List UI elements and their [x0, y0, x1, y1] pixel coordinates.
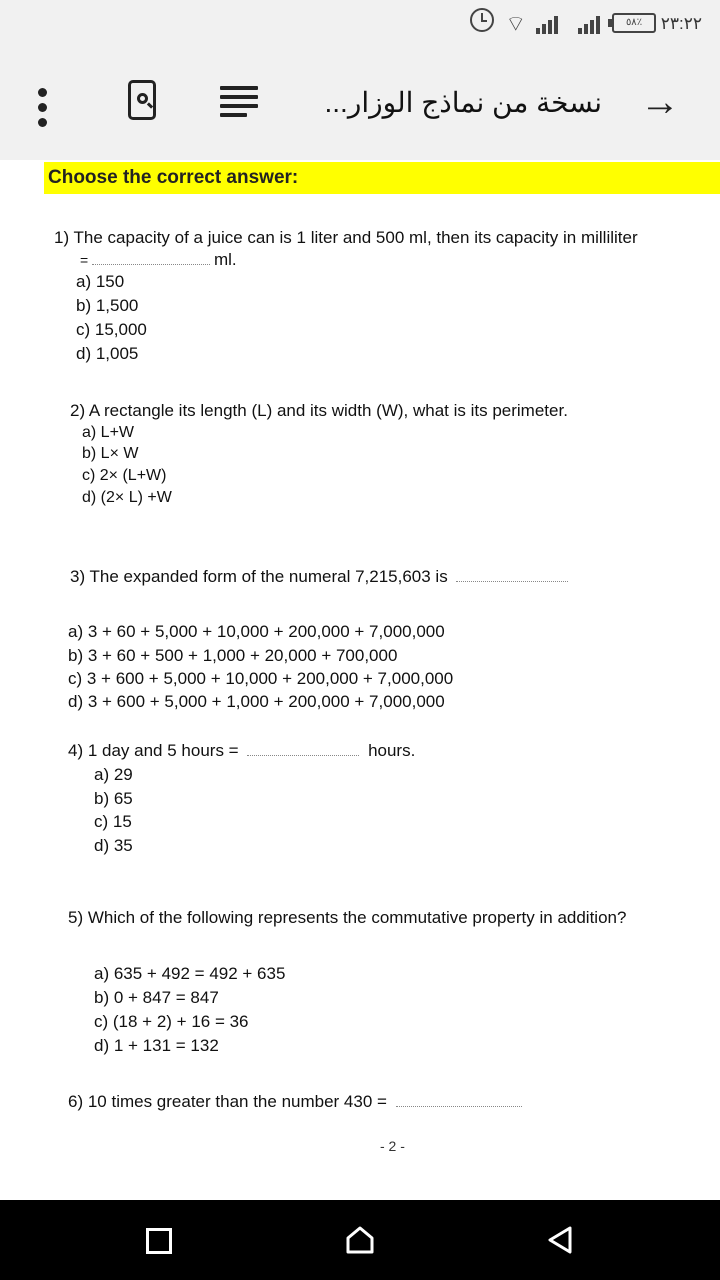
option: d) 1 + 131 = 132 — [94, 1036, 219, 1055]
question-4: 4) 1 day and 5 hours = hours. — [68, 741, 416, 760]
wifi-icon: ⌔ — [505, 11, 526, 36]
more-options-icon[interactable] — [38, 88, 48, 133]
option: d) 1,005 — [76, 344, 139, 363]
option: c) 2× (L+W) — [82, 467, 167, 484]
signal-icon-2 — [578, 16, 602, 34]
option: b) 0 + 847 = 847 — [94, 988, 219, 1007]
status-bar — [0, 0, 720, 52]
option: a) 3 + 60 + 5,000 + 10,000 + 200,000 + 7,000,000 — [68, 622, 445, 641]
option: a) 150 — [76, 272, 125, 291]
question-3: 3) The expanded form of the numeral 7,215,603 is — [70, 567, 568, 587]
option: c) 15,000 — [76, 320, 147, 339]
option: d) 35 — [94, 836, 133, 855]
question-5: 5) Which of the following represents the commutative property in addition? — [68, 908, 627, 927]
alarm-icon — [470, 8, 494, 32]
option: a) 635 + 492 = 492 + 635 — [94, 964, 286, 983]
option: a) L+W — [82, 424, 135, 441]
option: b) 3 + 60 + 500 + 1,000 + 20,000 + 700,000 — [68, 646, 398, 665]
search-in-document-icon[interactable] — [128, 80, 156, 120]
nav-back-icon[interactable] — [544, 1224, 576, 1256]
page-number: - 2 - — [380, 1138, 405, 1154]
option: a) 29 — [94, 765, 133, 784]
option: b) L× W — [82, 445, 139, 462]
back-arrow-icon[interactable]: → — [640, 80, 680, 124]
answer-blank — [247, 755, 359, 756]
status-time: ٢٣:٢٢ — [660, 14, 702, 33]
top-bar — [0, 0, 720, 160]
document-title: نسخة من نماذج الوزار... — [324, 87, 602, 118]
answer-blank — [456, 581, 568, 582]
option: c) (18 + 2) + 16 = 36 — [94, 1012, 249, 1031]
question-1-answer-line: = ml. — [80, 250, 237, 269]
recent-apps-icon[interactable] — [146, 1228, 172, 1254]
answer-blank — [92, 264, 210, 265]
option: c) 15 — [94, 812, 132, 831]
option: b) 1,500 — [76, 296, 139, 315]
answer-blank — [396, 1106, 522, 1107]
question-2: 2) A rectangle its length (L) and its width (W), what is its perimeter. — [70, 401, 568, 420]
document-view-icon[interactable] — [220, 86, 258, 120]
question-6: 6) 10 times greater than the number 430 = — [68, 1092, 522, 1112]
app-bar — [0, 52, 720, 158]
home-icon[interactable] — [344, 1224, 376, 1256]
navigation-bar — [0, 1200, 720, 1280]
battery-icon: ٥٨٪ — [612, 13, 656, 33]
question-1: 1) The capacity of a juice can is 1 liter and 500 ml, then its capacity in milliliter — [54, 228, 638, 247]
instruction-banner — [44, 162, 720, 194]
option: b) 65 — [94, 789, 133, 808]
option: d) 3 + 600 + 5,000 + 1,000 + 200,000 + 7,000,000 — [68, 692, 445, 711]
option: d) (2× L) +W — [82, 489, 172, 506]
option: c) 3 + 600 + 5,000 + 10,000 + 200,000 + 7,000,000 — [68, 669, 454, 688]
instruction-text: Choose the correct answer: — [48, 167, 299, 188]
signal-icon — [536, 16, 560, 34]
